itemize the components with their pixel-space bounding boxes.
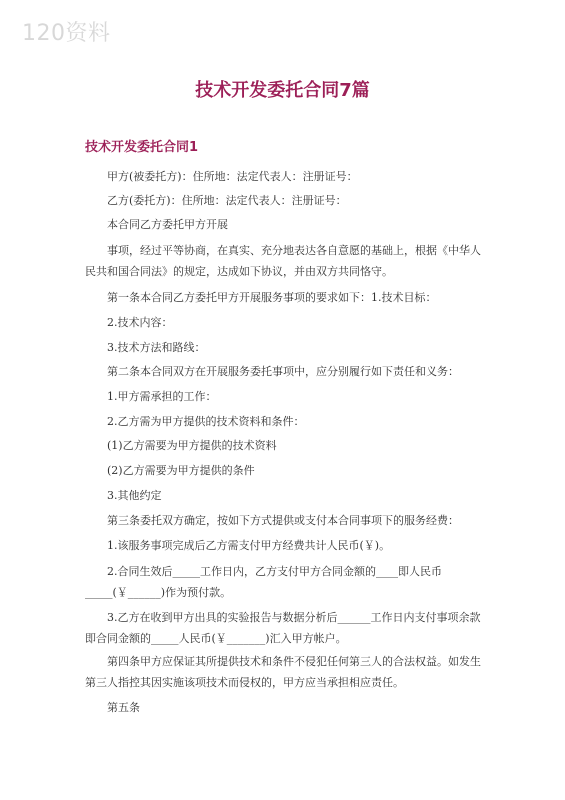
paragraph-article-5: 第五条 xyxy=(107,701,140,714)
paragraph-materials-2: (2)乙方需要为甲方提供的条件 xyxy=(107,464,255,477)
section-title: 技术开发委托合同1 xyxy=(85,140,199,155)
paragraph-article-1: 第一条本合同乙方委托甲方开展服务事项的要求如下：1.技术目标： xyxy=(107,291,437,304)
paragraph-article-3: 第三条委托双方确定，按如下方式提供或支付本合同事项下的服务经费： xyxy=(107,514,459,527)
paragraph-tech-content: 2.技术内容： xyxy=(107,316,173,329)
paragraph-payment-1: 1.该服务事项完成后乙方需支付甲方经费共计人民币(￥)。 xyxy=(107,539,391,552)
paragraph-article-2: 第二条本合同双方在开展服务委托事项中，应分别履行如下责任和义务： xyxy=(107,365,459,378)
paragraph-party-a: 甲方(被委托方)：住所地：法定代表人：注册证号： xyxy=(107,170,358,183)
paragraph-intro: 本合同乙方委托甲方开展 xyxy=(107,218,228,231)
paragraph-party-a-work: 1.甲方需承担的工作： xyxy=(107,390,217,403)
watermark-logo: 120资料 xyxy=(22,21,111,46)
document-title: 技术开发委托合同7篇 xyxy=(195,80,370,101)
paragraph-payment-3: 3.乙方在收到甲方出具的实验报告与数据分析后______工作日内支付事项余款即合同金额的_____人民币(￥_______)汇入甲方帐户。 xyxy=(85,611,481,645)
paragraph-party-b: 乙方(委托方)：住所地：法定代表人：注册证号： xyxy=(107,194,347,207)
paragraph-payment-2: 2.合同生效后_____工作日内，乙方支付甲方合同金额的____即人民币_____(￥______)作为预付款。 xyxy=(85,565,442,599)
paragraph-materials-1: (1)乙方需要为甲方提供的技术资料 xyxy=(107,439,277,452)
paragraph-agreement: 事项，经过平等协商，在真实、充分地表达各自意愿的基础上，根据《中华人民共和国合同法》的规定，达成如下协议，并由双方共同恪守。 xyxy=(85,244,481,278)
paragraph-article-4: 第四条甲方应保证其所提供技术和条件不侵犯任何第三人的合法权益。如发生第三人指控其因实施该项技术而侵权的，甲方应当承担相应责任。 xyxy=(85,655,481,689)
paragraph-other-terms: 3.其他约定 xyxy=(107,489,162,502)
paragraph-party-b-materials: 2.乙方需为甲方提供的技术资料和条件： xyxy=(107,415,305,428)
paragraph-tech-method: 3.技术方法和路线： xyxy=(107,341,206,354)
